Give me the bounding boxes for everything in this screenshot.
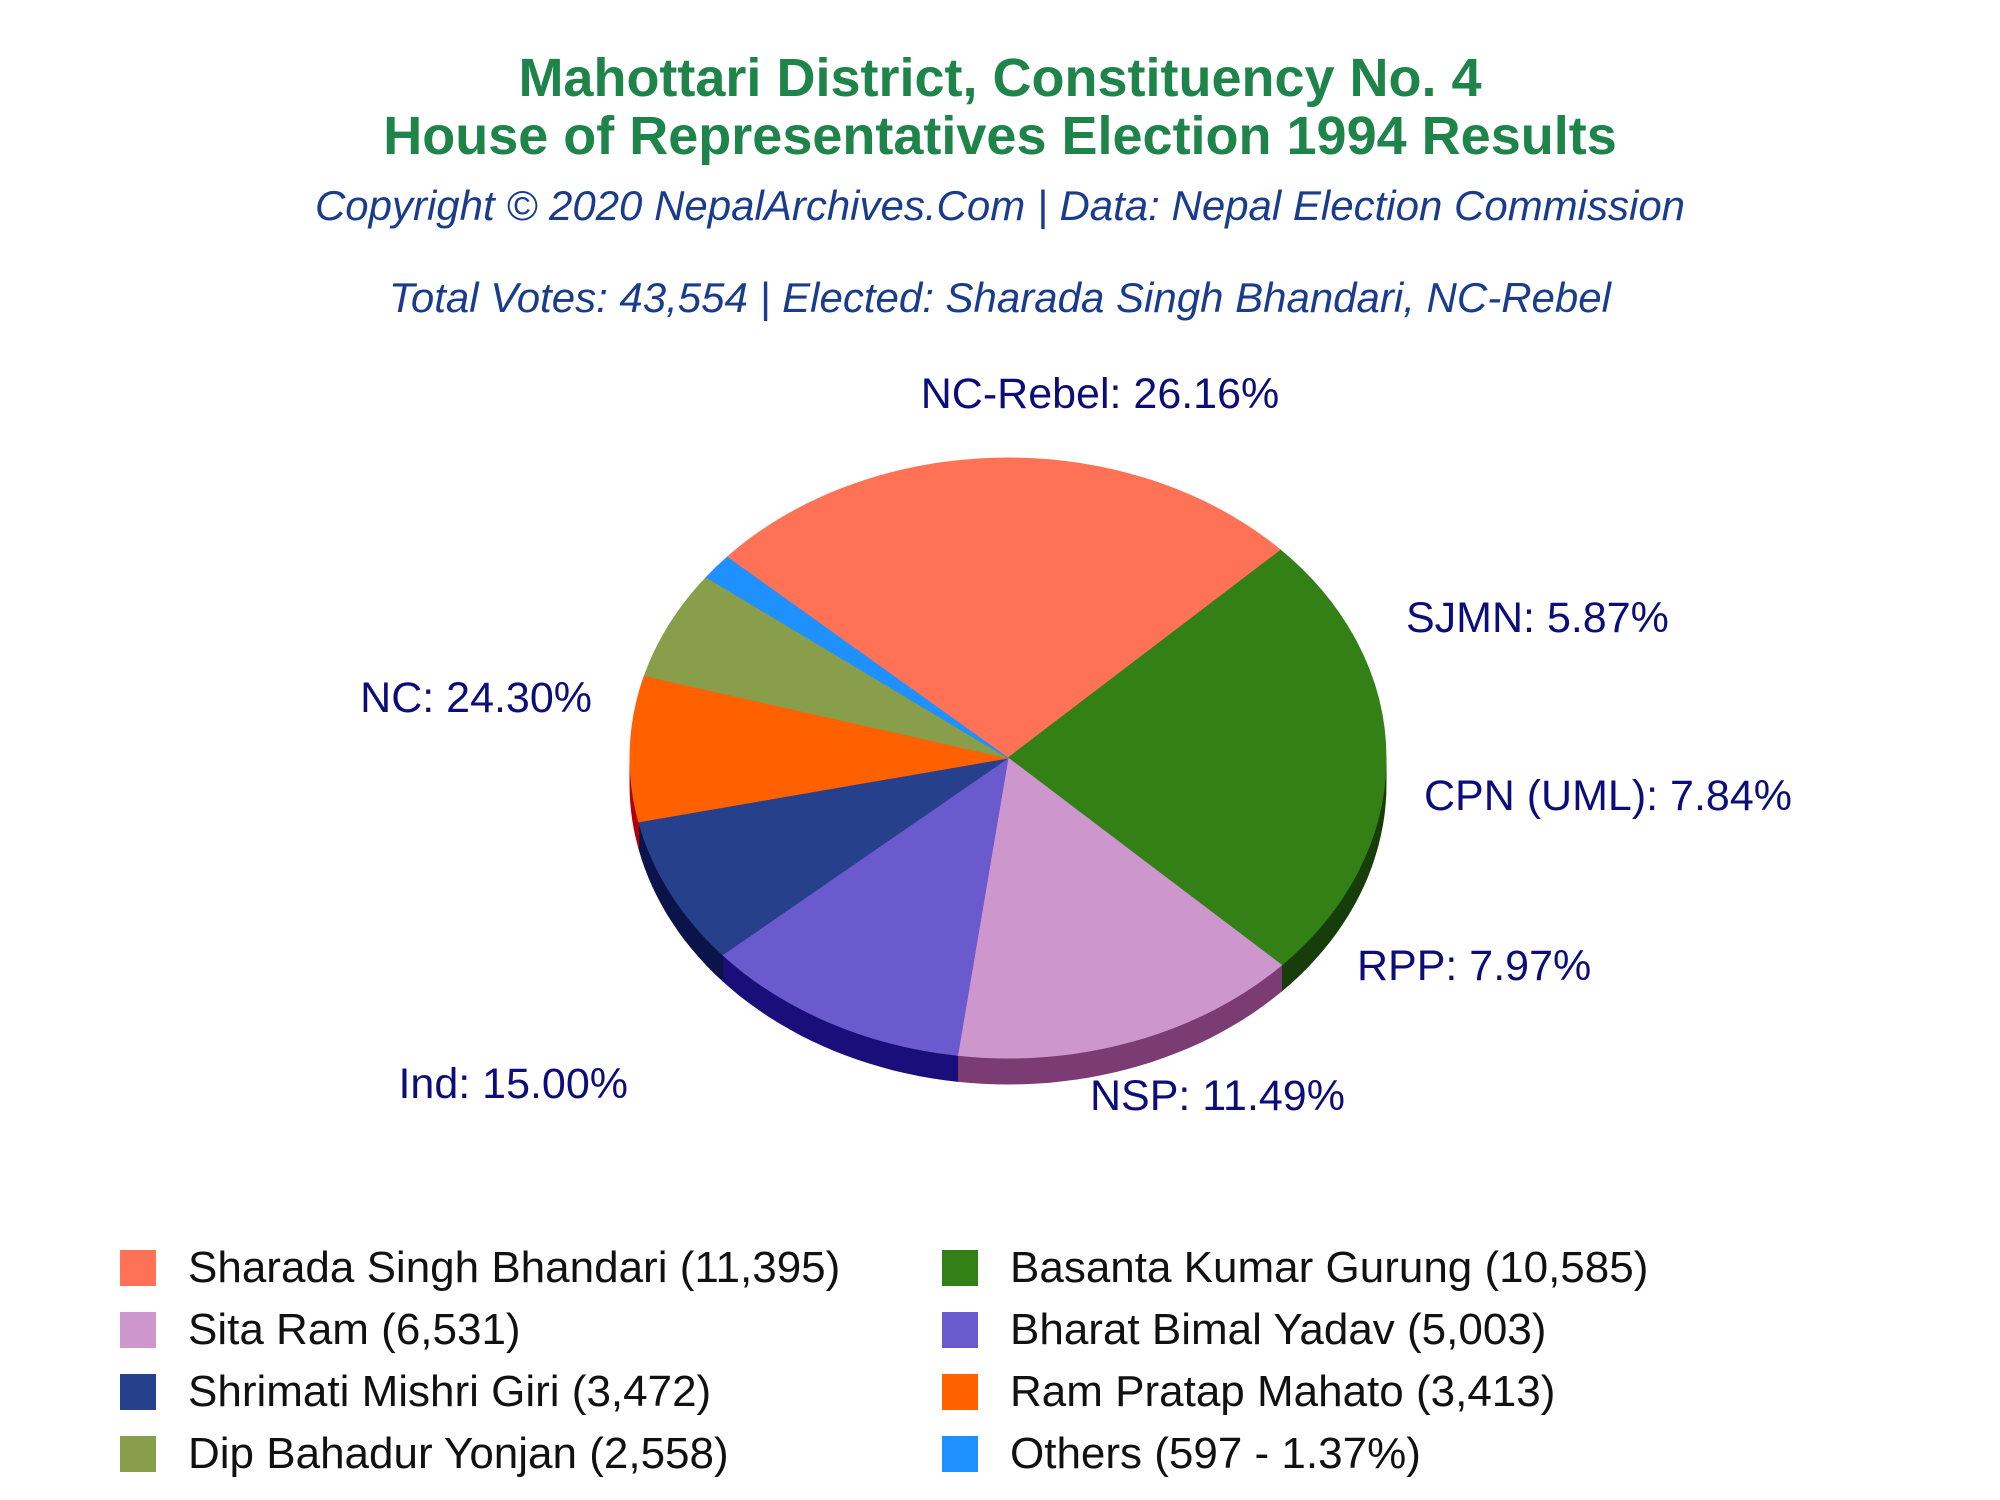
legend-swatch	[942, 1312, 978, 1348]
legend-label: Bharat Bimal Yadav (5,003)	[1010, 1305, 1547, 1354]
legend-item	[942, 1364, 1555, 1420]
legend-swatch	[942, 1374, 978, 1410]
slice-label-nc: NC: 24.30%	[360, 674, 592, 722]
copyright-note: Copyright © 2020 NepalArchives.Com | Data: Nepal Election Commission	[314, 182, 1686, 229]
legend-label: Sita Ram (6,531)	[188, 1305, 521, 1354]
legend-swatch	[120, 1250, 156, 1286]
chart-title-line2: House of Representatives Election 1994 Results	[383, 106, 1617, 166]
legend-swatch	[120, 1312, 156, 1348]
legend-swatch	[120, 1374, 156, 1410]
legend-label: Dip Bahadur Yonjan (2,558)	[188, 1429, 729, 1478]
slice-label-ind: Ind: 15.00%	[398, 1060, 628, 1108]
slice-label-nsp: NSP: 11.49%	[1090, 1072, 1345, 1120]
legend	[120, 1240, 1920, 1490]
legend-label: Others (597 - 1.37%)	[1010, 1429, 1421, 1478]
legend-item	[942, 1302, 1546, 1358]
legend-item	[120, 1240, 840, 1296]
slice-label-sjmn: SJMN: 5.87%	[1406, 594, 1669, 642]
legend-item	[942, 1426, 1421, 1482]
legend-swatch	[942, 1436, 978, 1472]
legend-label: Sharada Singh Bhandari (11,395)	[188, 1243, 841, 1292]
slice-label-nc-rebel: NC-Rebel: 26.16%	[920, 370, 1280, 418]
slice-label-rpp: RPP: 7.97%	[1357, 942, 1592, 990]
legend-swatch	[120, 1436, 156, 1472]
chart-title-line1: Mahottari District, Constituency No. 4	[518, 48, 1482, 108]
vote-summary: Total Votes: 43,554 | Elected: Sharada Singh Bhandari, NC-Rebel	[389, 274, 1611, 321]
legend-item	[942, 1240, 1648, 1296]
legend-swatch	[942, 1250, 978, 1286]
legend-label: Shrimati Mishri Giri (3,472)	[188, 1367, 712, 1416]
legend-label: Basanta Kumar Gurung (10,585)	[1010, 1243, 1649, 1292]
legend-item	[120, 1426, 729, 1482]
slice-label-cpn-uml-: CPN (UML): 7.84%	[1424, 772, 1792, 820]
legend-label: Ram Pratap Mahato (3,413)	[1010, 1367, 1556, 1416]
legend-item	[120, 1302, 521, 1358]
legend-item	[120, 1364, 711, 1420]
